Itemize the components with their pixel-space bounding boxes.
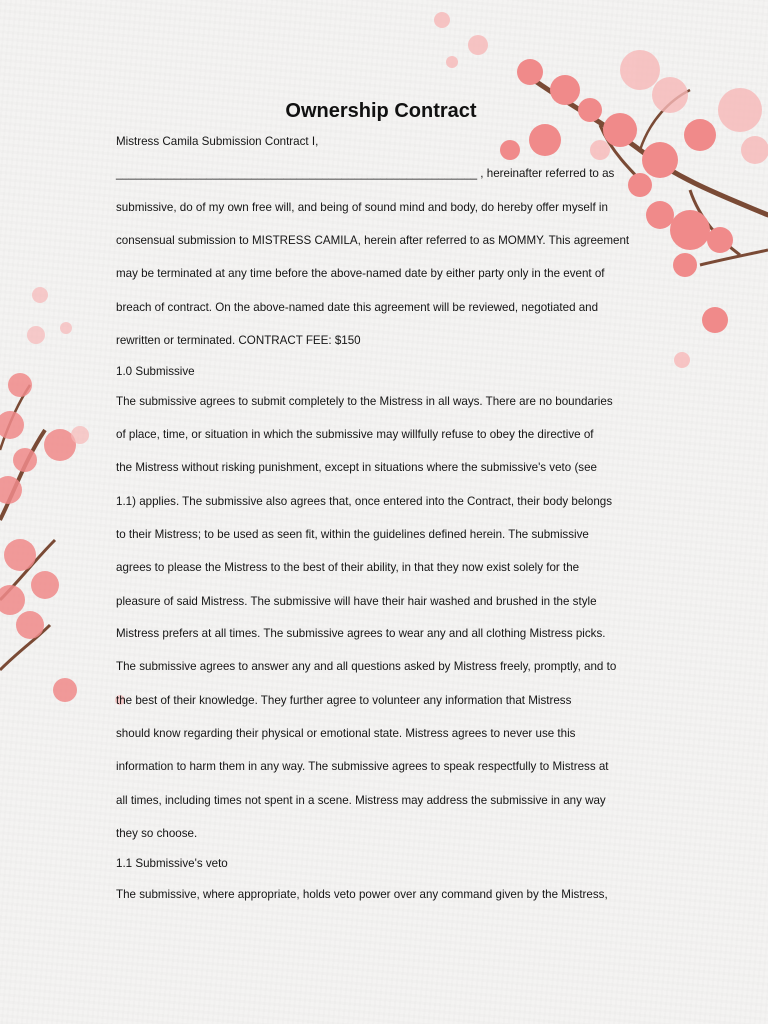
document-line: all times, including times not spent in a scene. Mistress may address the submissive in any way: [116, 794, 606, 807]
left-faded-blossoms: [27, 287, 125, 705]
document-line: should know regarding their physical or emotional state. Mistress agrees to never use this: [116, 727, 576, 740]
left-blossoms: [0, 373, 77, 702]
document-line: ________________________________________________________ , hereinafter referred to as: [116, 167, 615, 180]
document-line: of place, time, or situation in which the submissive may willfully refuse to obey the directive of: [116, 428, 594, 441]
document-line: agrees to please the Mistress to the best of their ability, in that they now exist solely for the: [116, 561, 580, 574]
document-line: to their Mistress; to be used as seen fit, within the guidelines defined herein. The submissive: [116, 528, 589, 541]
document-title: Ownership Contract: [285, 100, 477, 122]
document-line: The submissive, where appropriate, holds veto power over any command given by the Mistress,: [116, 888, 608, 901]
document-line: pleasure of said Mistress. The submissive will have their hair washed and brushed in the style: [116, 595, 597, 608]
document-line: the Mistress without risking punishment, except in situations where the submissive's veto (see: [116, 461, 597, 474]
document-line: rewritten or terminated. CONTRACT FEE: $150: [116, 334, 361, 347]
document-line: submissive, do of my own free will, and being of sound mind and body, do hereby offer myself in: [116, 201, 608, 214]
document-line: information to harm them in any way. The submissive agrees to speak respectfully to Mistress at: [116, 760, 609, 773]
document-line: 1.1) applies. The submissive also agrees that, once entered into the Contract, their body belongs: [116, 495, 613, 508]
document-line: The submissive agrees to answer any and all questions asked by Mistress freely, promptly, and to: [116, 660, 617, 673]
document-line: consensual submission to MISTRESS CAMILA, herein after referred to as MOMMY. This agreement: [116, 234, 630, 247]
document-line: the best of their knowledge. They further agree to volunteer any information that Mistress: [116, 694, 572, 707]
document-line: may be terminated at any time before the above-named date by either party only in the event of: [116, 267, 605, 280]
document-line: Mistress prefers at all times. The submissive agrees to wear any and all clothing Mistress picks.: [116, 627, 606, 640]
document-line: 1.0 Submissive: [116, 365, 195, 378]
document-line: they so choose.: [116, 827, 198, 840]
document-line: Mistress Camila Submission Contract I,: [116, 135, 319, 148]
document-line: The submissive agrees to submit completely to the Mistress in all ways. There are no boundaries: [116, 395, 613, 408]
document-line: 1.1 Submissive's veto: [116, 857, 228, 870]
document-line: breach of contract. On the above-named date this agreement will be reviewed, negotiated and: [116, 301, 599, 314]
